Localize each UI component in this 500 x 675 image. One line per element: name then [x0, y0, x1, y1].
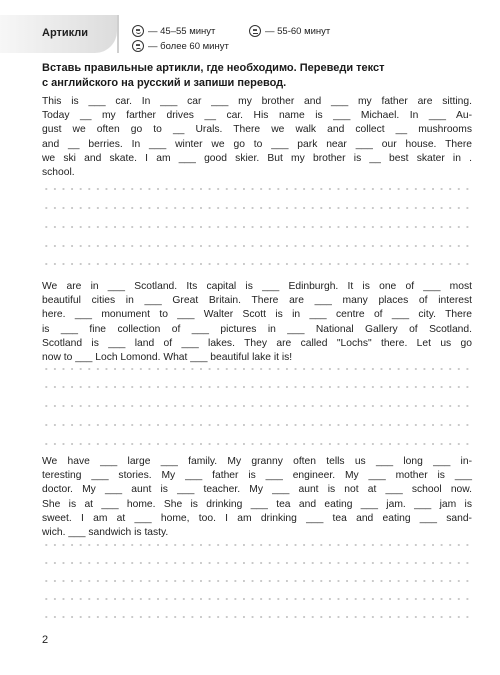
- writing-dot-line: [42, 616, 472, 618]
- text-line: teresting ___ stories. My ___ father is ___ engineer. My ___ mother is ___: [42, 470, 472, 482]
- text-line: Scotland is ___ land of ___ lakes. They are called "Lochs" there. Let us go: [42, 337, 472, 349]
- sad-face-icon: [132, 40, 144, 52]
- text-line: doctor. My ___ aunt is ___ teacher. My ___ aunt is not at ___ school now.: [42, 484, 472, 496]
- writing-dot-line: [42, 207, 472, 209]
- text-line: now to ___ Loch Lomond. What ___ beautiful lake it is!: [42, 352, 293, 364]
- section-title: Артикли: [42, 27, 89, 39]
- writing-dot-line: [42, 443, 472, 445]
- timing-slow: [132, 40, 229, 52]
- writing-dot-line: [42, 405, 472, 407]
- writing-dot-line: [42, 386, 472, 388]
- timing-medium-label: — 55-60 минут: [265, 26, 331, 37]
- text-line: wich. ___ sandwich is tasty.: [42, 527, 169, 539]
- task-instruction: [42, 61, 472, 91]
- smile-face-icon: [132, 25, 144, 37]
- text-line: This is ___ car. In ___ car ___ my brother and ___ my father are sitting.: [42, 96, 472, 107]
- timing-fast: [132, 25, 215, 37]
- neutral-face-icon: [249, 25, 261, 37]
- exercise-paragraph-1: [42, 95, 472, 180]
- writing-dot-line: [42, 226, 472, 228]
- page-number: 2: [42, 634, 49, 646]
- writing-dot-line: [42, 368, 472, 370]
- timing-fast-label: — 45–55 минут: [148, 26, 216, 37]
- text-line: school.: [42, 167, 75, 179]
- timing-medium: [249, 25, 330, 37]
- text-line: gust we often go to __ Urals. There we walk and collect __ mushrooms: [42, 124, 472, 136]
- text-line: here. ___ monument to ___ Walter Scott is in ___ centre of ___ city. There: [42, 309, 472, 321]
- exercise-paragraph-3: [42, 455, 472, 540]
- text-line: we ski and skate. I am ___ good skier. But my brother is __ best skater in .: [42, 152, 472, 164]
- text-line: sweet. I am at ___ home, too. I am drinking ___ tea and eating ___ sand-: [42, 512, 472, 524]
- task-line: с английского на русский и запиши перевод.: [42, 77, 287, 89]
- exercise-paragraph-2: [42, 280, 472, 365]
- text-line: beautiful cities in ___ Great Britain. There are ___ many places of interest: [42, 295, 472, 307]
- text-line: Today __ my farther drives __ car. His name is ___ Michael. In ___ Au-: [42, 110, 472, 122]
- writing-dot-line: [42, 544, 472, 546]
- writing-dot-line: [42, 598, 472, 600]
- text-line: is ___ fine collection of ___ pictures in ___ National Gallery of Scotland.: [42, 323, 472, 335]
- writing-dot-line: [42, 424, 472, 426]
- timing-slow-label: — более 60 минут: [148, 41, 229, 52]
- writing-dot-line: [42, 245, 472, 247]
- header-divider: [117, 15, 119, 53]
- text-line: We have ___ large ___ family. My granny often tells us ___ long ___ in-: [42, 456, 472, 467]
- task-line: Вставь правильные артикли, где необходимо. Переведи текст: [42, 62, 385, 74]
- writing-dot-line: [42, 562, 472, 564]
- writing-dot-line: [42, 263, 472, 265]
- text-line: and __ berries. In ___ winter we go to ___ park near ___ our house. There: [42, 138, 472, 150]
- writing-dot-line: [42, 580, 472, 582]
- text-line: She is at ___ home. She is drinking ___ tea and eating ___ jam. ___ jam is: [42, 498, 472, 510]
- writing-dot-line: [42, 188, 472, 190]
- text-line: We are in ___ Scotland. Its capital is ___ Edinburgh. It is one of ___ most: [42, 281, 472, 292]
